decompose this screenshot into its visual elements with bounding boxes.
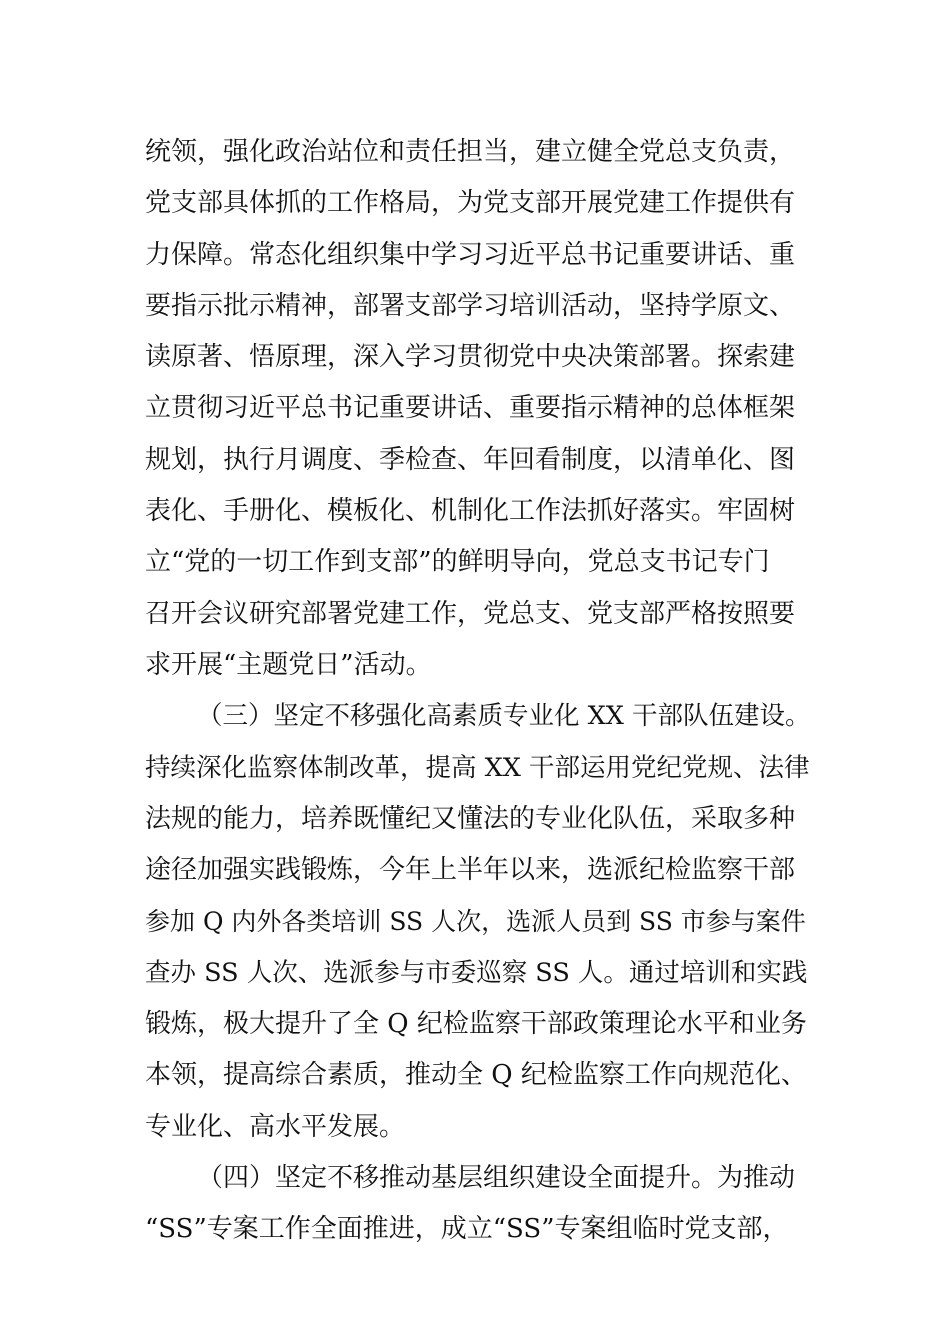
section-heading-3: （三）坚定不移强化高素质专业化 XX 干部队伍建设。 <box>197 701 811 732</box>
text-line: “SS”专案工作全面推进，成立“SS”专案组临时党支部， <box>145 1214 789 1245</box>
text-line: 召开会议研究部署党建工作，党总支、党支部严格按照要 <box>145 598 796 629</box>
text-line: 立“党的一切工作到支部”的鲜明导向，党总支书记专门 <box>145 547 770 578</box>
text-line: 途径加强实践锻炼，今年上半年以来，选派纪检监察干部 <box>145 855 796 886</box>
text-line: 法规的能力，培养既懂纪又懂法的专业化队伍，采取多种 <box>145 803 796 834</box>
text-line: 要指示批示精神，部署支部学习培训活动，坚持学原文、 <box>145 290 796 321</box>
text-line: 求开展“主题党日”活动。 <box>145 649 432 680</box>
text-line: 锻炼，极大提升了全 Q 纪检监察干部政策理论水平和业务 <box>145 1009 807 1040</box>
text-line: 表化、手册化、模板化、机制化工作法抓好落实。牢固树 <box>145 496 796 527</box>
text-line: 专业化、高水平发展。 <box>145 1111 406 1142</box>
text-line: 本领，提高综合素质，推动全 Q 纪检监察工作向规范化、 <box>145 1060 807 1091</box>
section-heading-4: （四）坚定不移推动基层组织建设全面提升。为推动 <box>197 1162 796 1193</box>
text-line: 立贯彻习近平总书记重要讲话、重要指示精神的总体框架 <box>145 393 796 424</box>
text-line: 查办 SS 人次、选派参与市委巡察 SS 人。通过培训和实践 <box>145 957 808 988</box>
text-line: 读原著、悟原理，深入学习贯彻党中央决策部署。探索建 <box>145 342 796 373</box>
text-line: 统领，强化政治站位和责任担当，建立健全党总支负责， <box>145 137 796 167</box>
text-line: 持续深化监察体制改革，提高 XX 干部运用党纪党规、法律 <box>145 752 810 783</box>
body-text <box>145 127 815 1256</box>
text-line: 党支部具体抓的工作格局，为党支部开展党建工作提供有 <box>145 188 796 219</box>
text-line: 力保障。常态化组织集中学习习近平总书记重要讲话、重 <box>145 239 796 270</box>
text-line: 规划，执行月调度、季检查、年回看制度，以清单化、图 <box>145 444 796 475</box>
text-line: 参加 Q 内外各类培训 SS 人次，选派人员到 SS 市参与案件 <box>145 907 806 937</box>
